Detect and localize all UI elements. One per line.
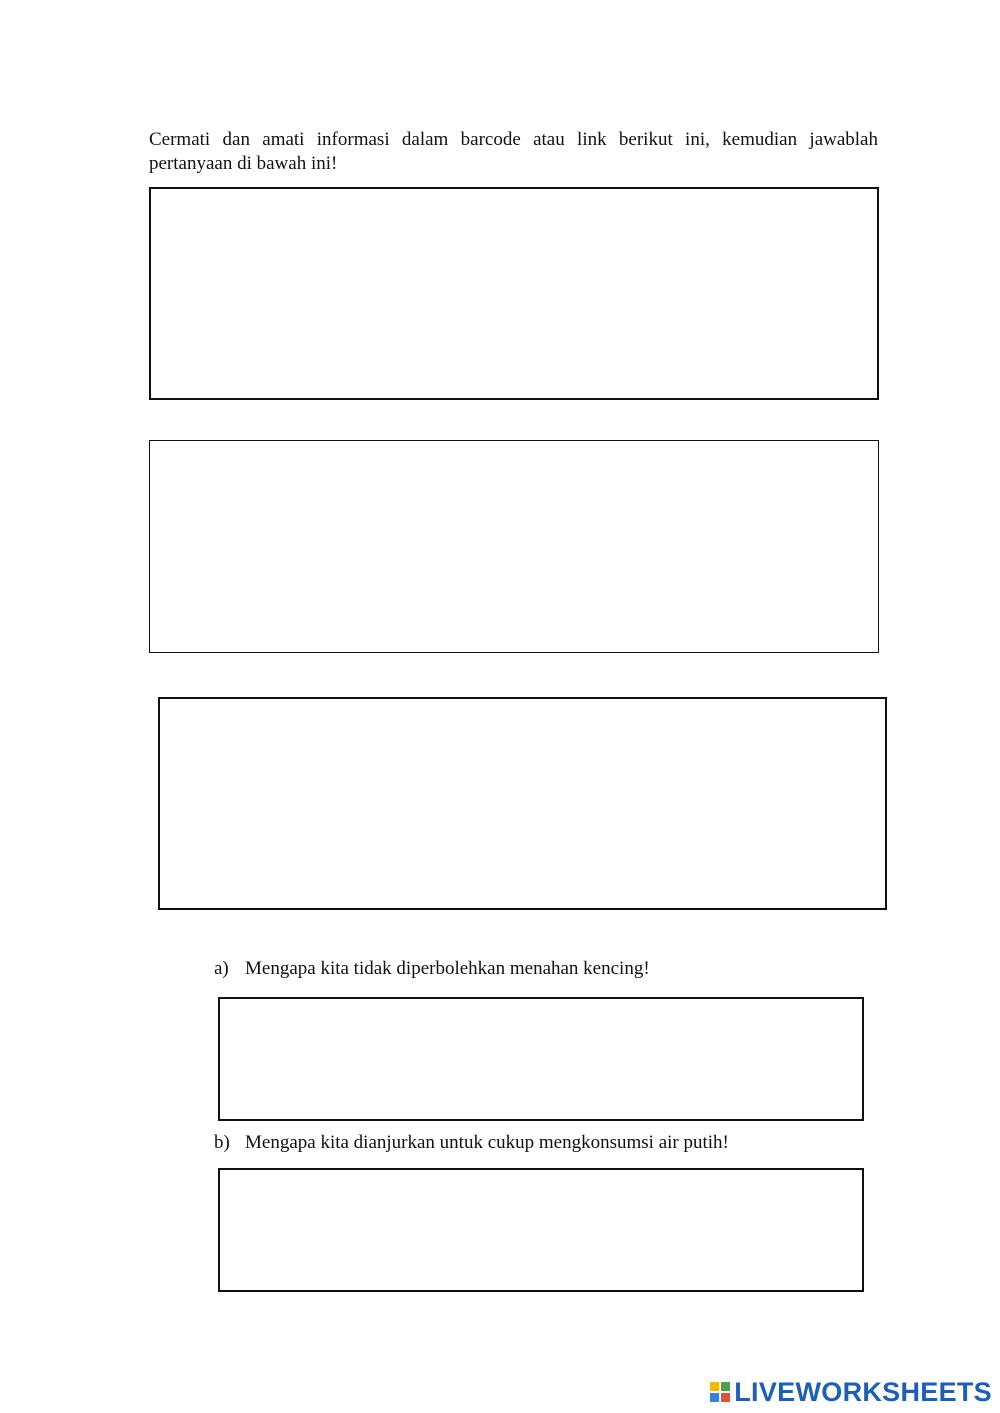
content-box-3 — [158, 697, 887, 910]
liveworksheets-logo — [710, 1377, 992, 1407]
question-marker: b) — [214, 1132, 230, 1153]
content-box-1 — [149, 187, 879, 400]
logo-text: LIVEWORKSHEETS — [734, 1376, 992, 1407]
question-marker: a) — [214, 958, 229, 979]
logo-mark-icon — [710, 1382, 730, 1402]
question-a — [214, 957, 650, 981]
answer-box-a[interactable] — [218, 997, 864, 1121]
answer-box-b[interactable] — [218, 1168, 864, 1292]
content-box-2 — [149, 440, 879, 653]
instructions-text: Cermati dan amati informasi dalam barcode atau link berikut ini, kemudian jawablah pertanyaan di bawah ini! — [149, 129, 878, 174]
question-text: Mengapa kita tidak diperbolehkan menahan kencing! — [245, 958, 650, 979]
question-text: Mengapa kita dianjurkan untuk cukup mengkonsumsi air putih! — [245, 1132, 729, 1153]
question-b — [214, 1131, 729, 1155]
